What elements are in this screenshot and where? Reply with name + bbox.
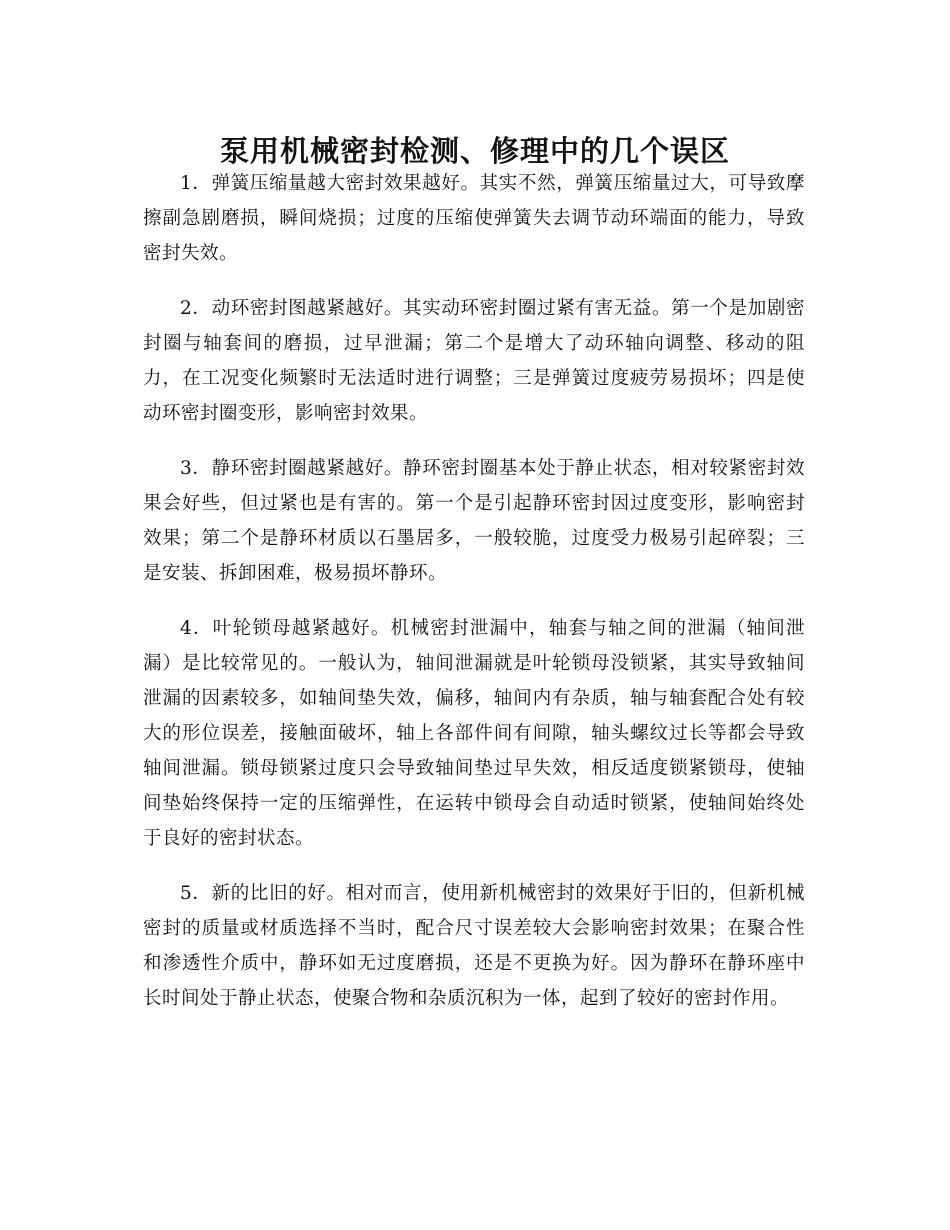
paragraph-4: 4．叶轮锁母越紧越好。机械密封泄漏中，轴套与轴之间的泄漏（轴间泄漏）是比较常见的。一般认为，轴间泄漏就是叶轮锁母没锁紧，其实导致轴间泄漏的因素较多，如轴间垫失效，偏移，轴间内有杂质，轴与轴套配合处有较大的形位误差，接触面破坏，轴上各部件间有间隙，轴头螺纹过长等都会导致轴间泄漏。锁母锁紧过度只会导致轴间垫过早失效，相反适度锁紧锁母，使轴间垫始终保持一定的压缩弹性，在运转中锁母会自动适时锁紧，使轴间始终处于良好的密封状态。 (143, 618, 805, 849)
document-title: 泵用机械密封检测、修理中的几个误区 (219, 134, 730, 169)
paragraph-5: 5．新的比旧的好。相对而言，使用新机械密封的效果好于旧的，但新机械密封的质量或材质选择不当时，配合尺寸误差较大会影响密封效果；在聚合性和渗透性介质中，静环如无过度磨损，还是不更换为好。因为静环在静环座中长时间处于静止状态，使聚合物和杂质沉积为一体，起到了较好的密封作用。 (143, 883, 805, 1009)
paragraph-3: 3．静环密封圈越紧越好。静环密封圈基本处于静止状态，相对较紧密封效果会好些，但过紧也是有害的。第一个是引起静环密封因过度变形，影响密封效果；第二个是静环材质以石墨居多，一般较脆，过度受力极易引起碎裂；三是安装、拆卸困难，极易损坏静环。 (143, 458, 805, 584)
paragraph-2: 2．动环密封图越紧越好。其实动环密封圈过紧有害无益。第一个是加剧密封圈与轴套间的磨损，过早泄漏；第二个是增大了动环轴向调整、移动的阻力，在工况变化频繁时无法适时进行调整；三是弹簧过度疲劳易损坏；四是使动环密封圈变形，影响密封效果。 (143, 298, 805, 424)
paragraph-1: 1．弹簧压缩量越大密封效果越好。其实不然，弹簧压缩量过大，可导致摩擦副急剧磨损，瞬间烧损；过度的压缩使弹簧失去调节动环端面的能力，导致密封失效。 (143, 173, 805, 264)
document-body (143, 166, 805, 1036)
